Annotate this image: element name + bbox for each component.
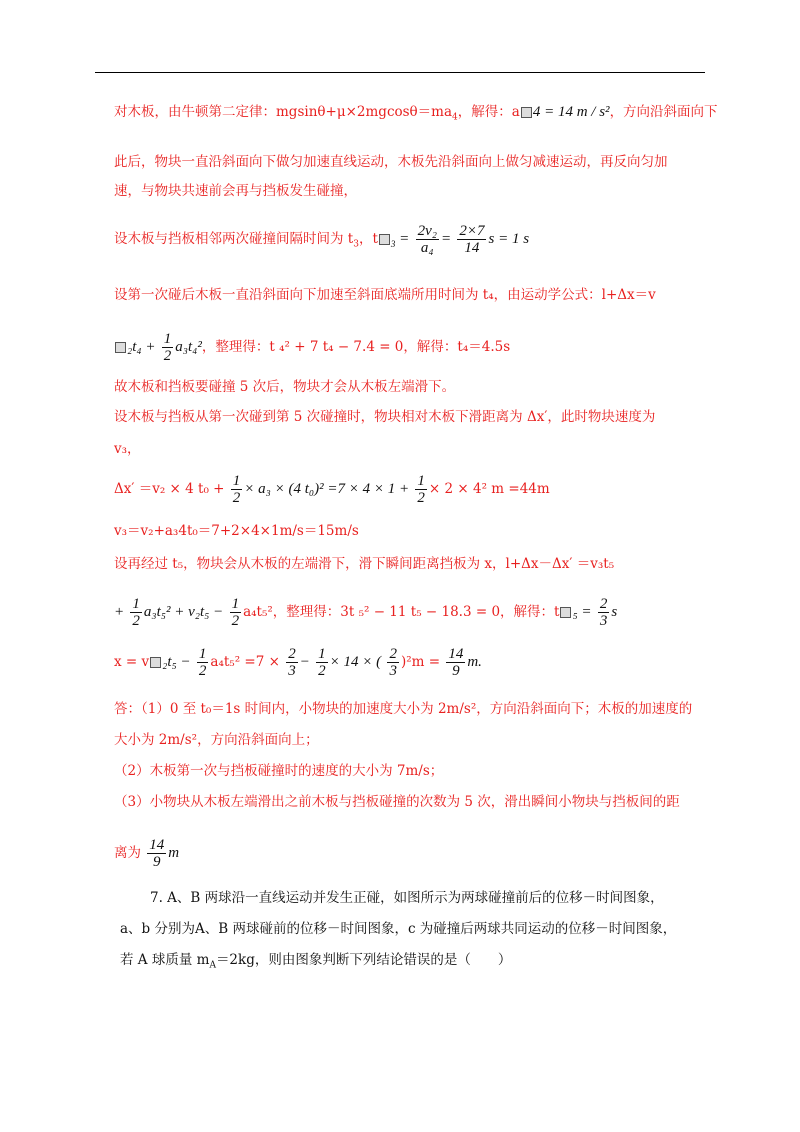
solution-line-4: 设木板与挡板相邻两次碰撞间隔时间为 $t_3$，t $_3$ = $\frac{\text{2v₂}}{\text{a₄}}$ = $\frac{2\times 7}{14}$ s = 1 s xyxy=(114,223,530,256)
solution-line-8: 设木板与挡板从第一次碰到第 5 次碰撞时，物块相对木板下滑距离为 Δx′，此时物块速度为 xyxy=(114,409,656,425)
solution-line-5: 设第一次碰后木板一直沿斜面向下加速至斜面底端所用时间为 t₄，由运动学公式：l+Δx＝v xyxy=(114,287,656,303)
solution-line-13: + $\frac{1}{2}$ a₃t₅² + v₂t₅ − $\frac{1}{2}$ a₄t₅²，整理得：3t ₅² − 11 t₅ − 18.3 = 0，解得：t ₅ = $\frac{2}{3}$ s xyxy=(114,596,618,629)
question-7-line-1: 7. A、B 两球沿一直线运动并发生正碰，如图所示为两球碰撞前后的位移－时间图象， xyxy=(150,890,664,906)
placeholder-box xyxy=(115,342,126,353)
placeholder-box xyxy=(150,657,161,668)
solution-line-3: 速，与物块共速前会再与挡板发生碰撞， xyxy=(114,183,357,199)
solution-line-2: 此后，物块一直沿斜面向下做匀加速直线运动，木板先沿斜面向上做匀减速运动，再反向匀加 xyxy=(114,154,668,170)
question-7-line-2: a、b 分别为A、B 两球碰前的位移－时间图象，c 为碰撞后两球共同运动的位移－时间图象， xyxy=(120,921,677,937)
solution-line-14: x = v ₂t₅ − $\frac{1}{2}$ a₄t₅² =7 × $\frac{2}{3}$ − $\frac{1}{2}$ × 14 × ( $\frac{2}{3}$ )²m = $\frac{14}{9}$ m. xyxy=(114,646,482,679)
placeholder-box xyxy=(521,107,532,118)
answer-line-3: （2）木板第一次与挡板碰撞时的速度的大小为 7m/s； xyxy=(114,763,444,779)
solution-line-9: v₃， xyxy=(114,441,141,457)
question-7-line-3: 若 A 球质量 $m_A=2kg$，则由图象判断下列结论错误的是（ ） xyxy=(120,952,512,971)
solution-line-11: v₃＝v₂+a₃4t₀＝7+2×4×1m/s＝15m/s xyxy=(114,523,359,539)
placeholder-box xyxy=(560,607,571,618)
header-rule xyxy=(95,72,705,73)
answer-line-2: 大小为 2m/s²，方向沿斜面向上； xyxy=(114,732,319,748)
solution-line-1: 对木板，由牛顿第二定律：$mgsin\theta+\mu\times 2mgcos\theta=ma_4$，解得：a 4 = 14 m / s²，方向沿斜面向下 xyxy=(114,104,718,123)
solution-line-7: 故木板和挡板要碰撞 5 次后，物块才会从木板左端滑下。 xyxy=(114,379,456,395)
fraction-1: $\frac{\text{2v₂}}{\text{a₄}}$ xyxy=(417,223,437,256)
solution-line-6: ₂t₄ + $\frac{1}{2}$ a₃t₄²，整理得：t ₄² + 7 t₄ − 7.4 = 0，解得：t₄＝4.5s xyxy=(114,330,714,364)
answer-line-1: 答：（1）0 至 t₀＝1s 时间内，小物块的加速度大小为 2m/s²，方向沿斜面向下；木板的加速度的 xyxy=(114,701,693,717)
solution-line-10: Δx′ ＝v₂ × 4 t₀ + $\frac{1}{2}$ × a₃ × (4 t₀)² =7 × 4 × 1 + $\frac{1}{2}$ × 2 × 4² m =44m xyxy=(114,473,550,506)
fraction-2: $\frac{2\times 7}{14}$ xyxy=(459,223,485,256)
answer-line-4: （3）小物块从木板左端滑出之前木板与挡板碰撞的次数为 5 次，滑出瞬间小物块与挡板间的距 xyxy=(114,794,680,810)
answer-line-5: 离为 $\frac{14}{9}$ m xyxy=(114,837,180,870)
placeholder-box xyxy=(379,234,390,245)
solution-line-12: 设再经过 t₅，物块会从木板的左端滑下，滑下瞬间距离挡板为 x，l+Δx－Δx′ ＝v₃t₅ xyxy=(114,556,615,572)
fraction-half: $\frac{1}{2}$ xyxy=(163,331,172,364)
